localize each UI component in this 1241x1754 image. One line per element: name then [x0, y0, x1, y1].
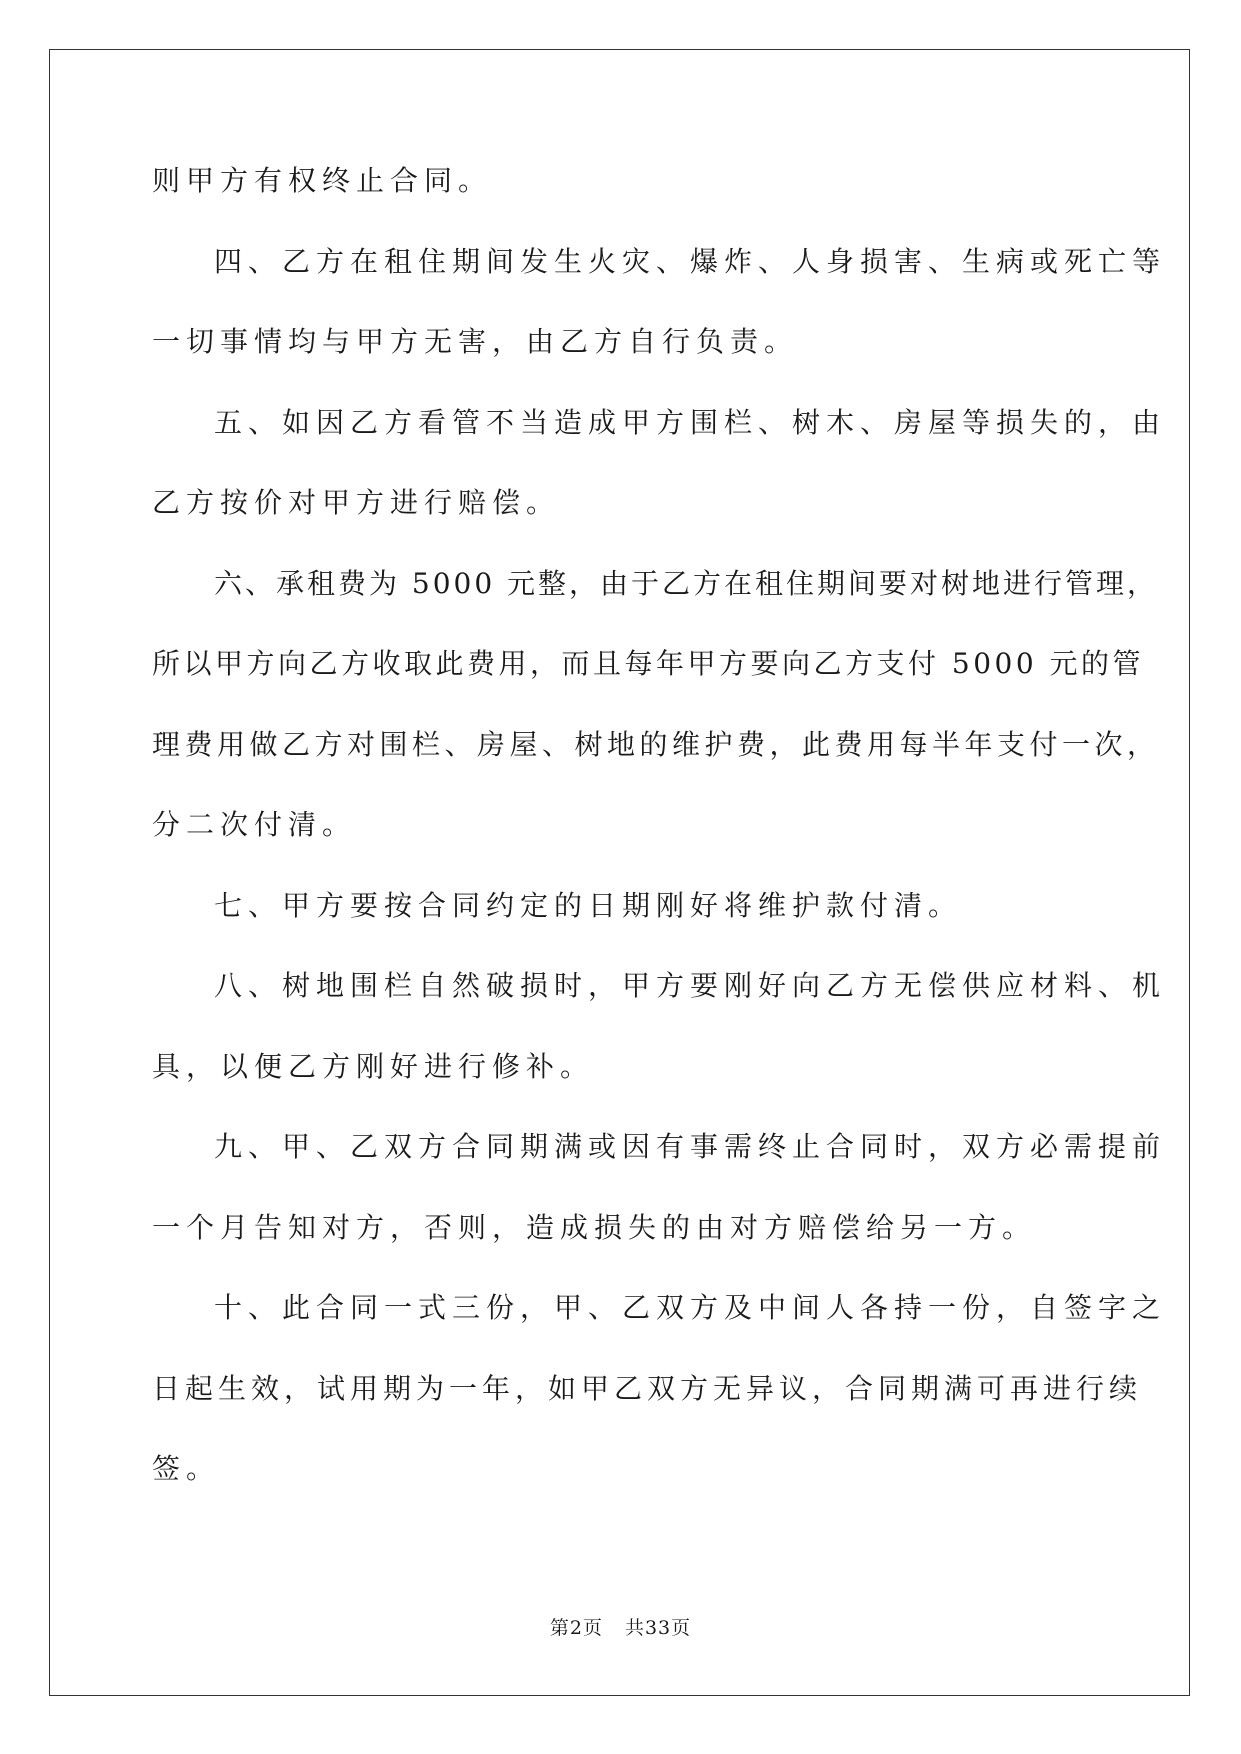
- page-frame: [49, 49, 1190, 1696]
- clause-10-line-2: 日起生效，试用期为一年，如甲乙双方无异议，合同期满可再进行续: [152, 1372, 1143, 1405]
- clause-9-line-2: 一个月告知对方，否则，造成损失的由对方赔偿给另一方。: [152, 1211, 1037, 1244]
- page-total: 共33页: [624, 1617, 692, 1639]
- clause-10-line-1: 十、此合同一式三份，甲、乙双方及中间人各持一份，自签字之: [214, 1291, 1167, 1324]
- clause-7-line-1: 七、甲方要按合同约定的日期刚好将维护款付清。: [214, 889, 963, 922]
- clause-4-line-2: 一切事情均与甲方无害，由乙方自行负责。: [152, 325, 799, 358]
- clause-6-line-1: 六、承租费为 5000 元整，由于乙方在租住期间要对树地进行管理，: [214, 567, 1159, 600]
- clause-6-line-3: 理费用做乙方对围栏、房屋、树地的维护费，此费用每半年支付一次，: [152, 728, 1160, 761]
- clause-6-line-4: 分二次付清。: [152, 808, 357, 841]
- page-footer: [0, 1613, 1241, 1640]
- clause-8-line-1: 八、树地围栏自然破损时，甲方要刚好向乙方无偿供应材料、机: [214, 969, 1167, 1002]
- clause-5-line-2: 乙方按价对甲方进行赔偿。: [152, 486, 561, 519]
- clause-6-line-2: 所以甲方向乙方收取此费用，而且每年甲方要向乙方支付 5000 元的管: [152, 647, 1145, 680]
- clause-10-line-3: 签。: [152, 1452, 221, 1485]
- clause-4-line-1: 四、乙方在租住期间发生火灾、爆炸、人身损害、生病或死亡等: [214, 245, 1167, 278]
- text-line: 则甲方有权终止合同。: [152, 164, 493, 197]
- clause-5-line-1: 五、如因乙方看管不当造成甲方围栏、树木、房屋等损失的，由: [214, 406, 1167, 439]
- clause-9-line-1: 九、甲、乙双方合同期满或因有事需终止合同时，双方必需提前: [214, 1130, 1167, 1163]
- page-number: 第2页: [549, 1617, 603, 1639]
- clause-8-line-2: 具，以便乙方刚好进行修补。: [152, 1050, 595, 1083]
